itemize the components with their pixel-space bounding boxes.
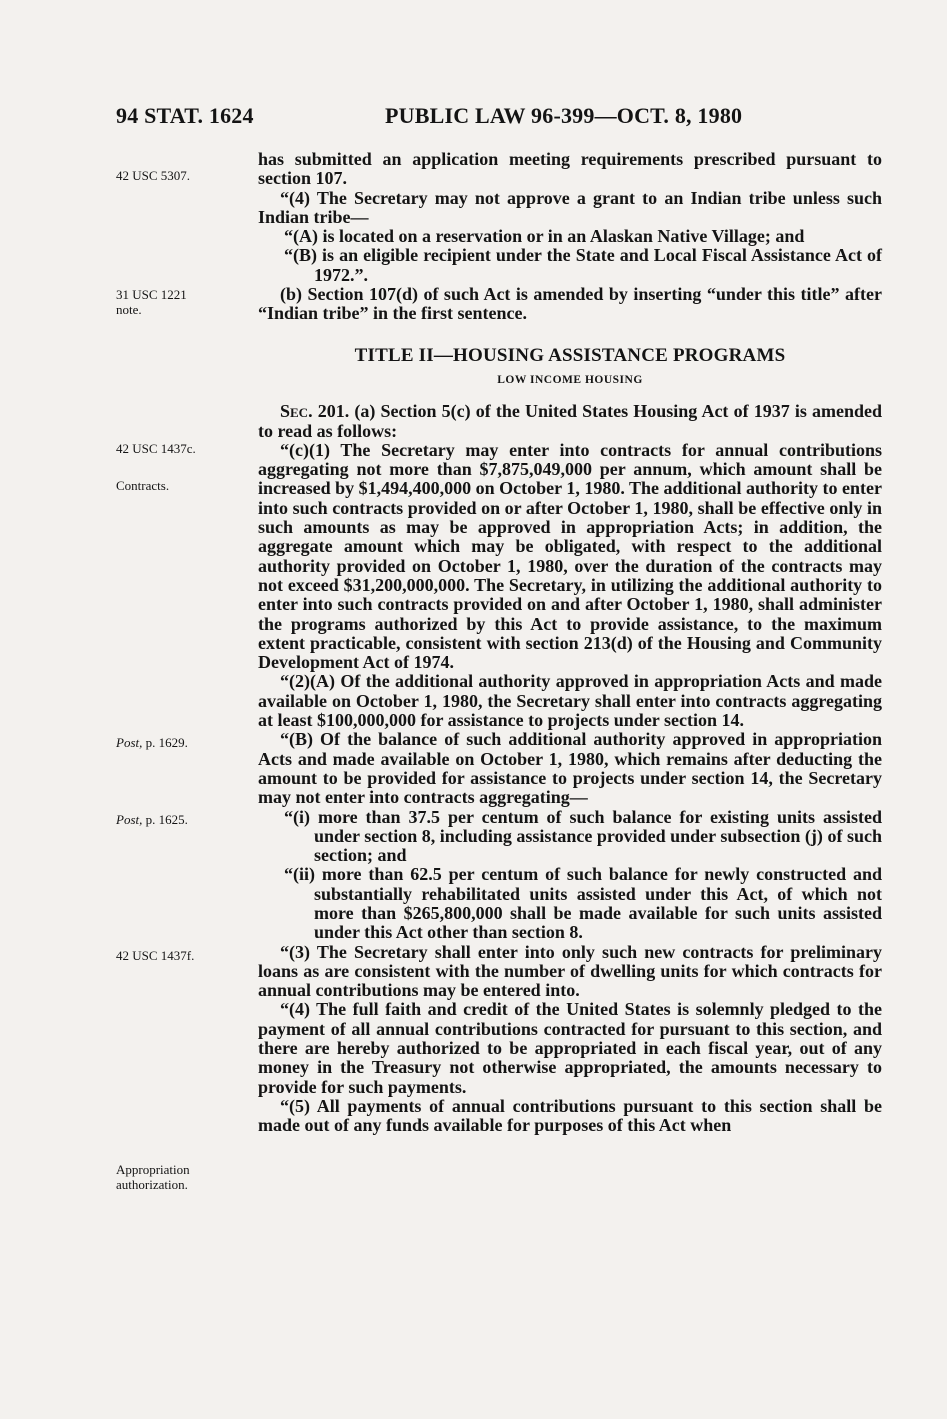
paragraph: (b) Section 107(d) of such Act is amended by inserting “under this title” after “Indian tribe” in the first sentence. bbox=[258, 284, 882, 324]
margin-note-italic: Post, bbox=[116, 812, 143, 827]
law-title-header: PUBLIC LAW 96-399—OCT. 8, 1980 bbox=[385, 103, 743, 128]
margin-note-line: 31 USC 1221 bbox=[116, 287, 187, 302]
paragraph: “(A) is located on a reservation or in an Alaskan Native Village; and bbox=[284, 226, 805, 247]
section-paragraph bbox=[258, 402, 882, 441]
margin-note-line: authorization. bbox=[116, 1177, 188, 1192]
section-label: Sec. bbox=[280, 401, 313, 422]
paragraph: has submitted an application meeting requirements prescribed pursuant to section 107. bbox=[258, 149, 882, 189]
margin-note-contracts: Contracts. bbox=[116, 478, 170, 493]
margin-note-appropriation bbox=[116, 1162, 236, 1192]
paragraph: “(B) is an eligible recipient under the State and Local Fiscal Assistance Act of 1972.”. bbox=[284, 245, 882, 285]
margin-note-42-usc-1437f: 42 USC 1437f. bbox=[116, 948, 195, 963]
paragraph: “(c)(1) The Secretary may enter into contracts for annual contributions aggregating not more than $7,875,049,000 per annum, which amount shall be increased by $1,494,400,000 on October 1, 1980. The additional authority to enter into such contracts provided on or after October 1, 1980, shall be effective only in such amounts as may be approved in appropriation Acts; in addition, the aggregate amount which may be obligated, with respect to the additional authority provided on October 1, 1980, over the duration of the contracts may not exceed $31,200,000,000. The Secretary, in utilizing the additional authority to enter into such contracts provided on and after October 1, 1980, shall administer the programs authorized by this Act to provide assistance, to the maximum extent practicable, consistent with section 213(d) of the Housing and Community Development Act of 1974. bbox=[258, 439, 883, 673]
subheading: LOW INCOME HOUSING bbox=[497, 373, 643, 386]
margin-note-42-usc-1437c: 42 USC 1437c. bbox=[116, 441, 196, 456]
paragraph: “(i) more than 37.5 per centum of such balance for existing units assisted under section 8, including assistance provided under subsection (j) of such section; and bbox=[284, 806, 882, 866]
paragraph: “(B) Of the balance of such additional authority approved in appropriation Acts and made available on October 1, 1980, which remains after deducting the amount to be provided for assistance to projects under section 14, the Secretary may not enter into contracts aggregating— bbox=[258, 729, 882, 808]
margin-note-line: note. bbox=[116, 302, 142, 317]
paragraph: “(ii) more than 62.5 per centum of such balance for newly constructed and substantially rehabilitated units assisted under this Act, of which not more than $265,800,000 shall be made available for such units assisted under this Act other than section 8. bbox=[284, 864, 882, 943]
margin-note-line: Appropriation bbox=[116, 1162, 190, 1177]
margin-note-text: p. 1629. bbox=[142, 735, 188, 750]
margin-note-italic: Post, bbox=[116, 735, 143, 750]
margin-note-post-1625 bbox=[116, 812, 236, 827]
paragraph: “(3) The Secretary shall enter into only such new contracts for preliminary loans as are consistent with the number of dwelling units for which contracts for annual contributions may be entered into. bbox=[258, 941, 882, 1001]
margin-note-post-1629 bbox=[116, 735, 236, 750]
paragraph: “(4) The full faith and credit of the United States is solemnly pledged to the payment of all annual contributions contracted for pursuant to this section, and there are hereby authorized to be appropriated in each fiscal year, out of any money in the Treasury not otherwise appropriated, the amounts necessary to provide for such payments. bbox=[258, 999, 882, 1097]
margin-note-text: p. 1625. bbox=[142, 812, 188, 827]
margin-note-31-usc-1221 bbox=[116, 287, 236, 317]
margin-note-42-usc-5307: 42 USC 5307. bbox=[116, 168, 191, 183]
paragraph: “(2)(A) Of the additional authority approved in appropriation Acts and made available on October 1, 1980, the Secretary shall enter into contracts aggregating at least $100,000,000 for assistance to projects under section 14. bbox=[258, 671, 882, 731]
title-heading: TITLE II—HOUSING ASSISTANCE PROGRAMS bbox=[354, 344, 786, 366]
section-text: 201. (a) Section 5(c) of the United States Housing Act of 1937 is amended to read as follows: bbox=[258, 401, 882, 441]
statute-body bbox=[258, 150, 882, 1136]
page-reference: 94 STAT. 1624 bbox=[116, 103, 254, 128]
paragraph: “(4) The Secretary may not approve a grant to an Indian tribe unless such Indian tribe— bbox=[258, 187, 882, 227]
paragraph: “(5) All payments of annual contributions pursuant to this section shall be made out of any funds available for purposes of this Act when bbox=[258, 1095, 882, 1136]
